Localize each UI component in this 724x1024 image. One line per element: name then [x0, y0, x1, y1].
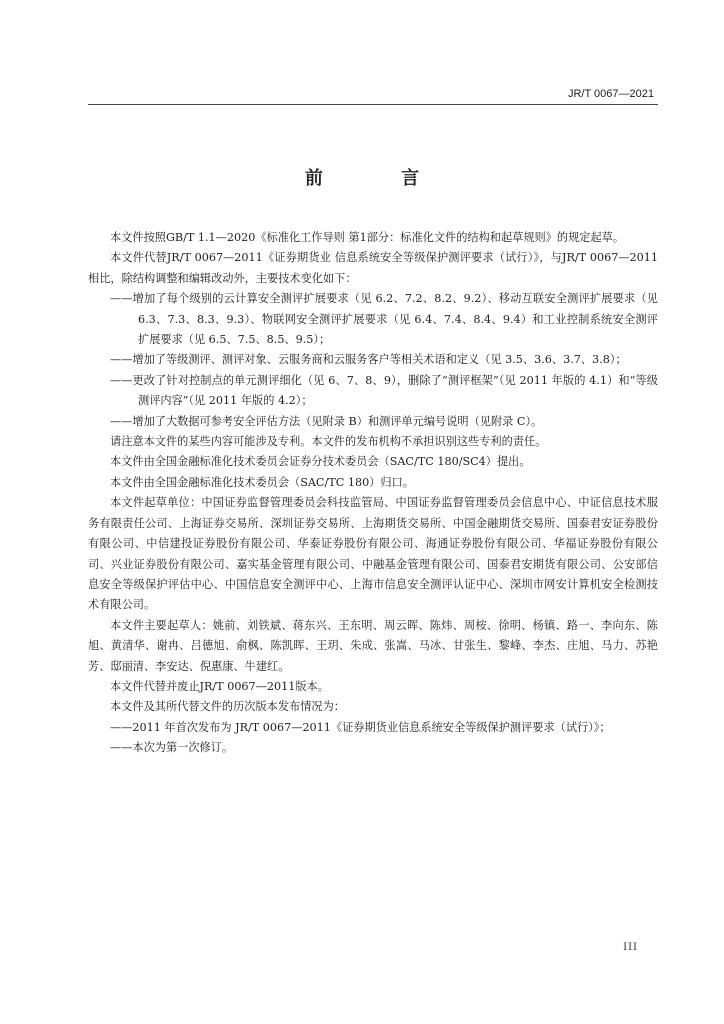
paragraph-administered-by: 本文件由全国金融标准化技术委员会（SAC/TC 180）归口。 [110, 475, 414, 489]
paragraph-history-intro: 本文件及其所代替文件的历次版本发布情况为： [110, 700, 345, 714]
paragraph-drafters: 本文件主要起草人：姚前、刘铁斌、蒋东兴、王东明、周云晖、陈炜、周桉、徐明、杨镇、路一、李向东、陈旭、黄清华、谢冉、吕德旭、俞枫、陈凯晖、王玥、朱成、张嵩、马冰、甘张生、黎峰、李杰、庄旭、马力、苏艳芳、邸丽清、李安达、倪惠康、牛建红。 [88, 618, 658, 673]
change-item: ——增加了大数据可参考安全评估方法（见附录 B）和测评单元编号说明（见附录 C）。 [110, 414, 543, 428]
paragraph-proposed-by: 本文件由全国金融标准化技术委员会证券分技术委员会（SAC/TC 180/SC4）提出。 [110, 455, 531, 469]
change-item: ——增加了每个级别的云计算安全测评扩展要求（见 6.2、7.2、8.2、9.2）、移动互联安全测评扩展要求（见 6.3、7.3、8.3、9.3）、物联网安全测评扩展要求（见 6.4、7.4、8.4、9.4）和工业控制系统安全测评扩展要求（见 6.5、7.5、8.5、9.5）； [110, 292, 658, 347]
paragraph-drafting-rules: 本文件按照GB/T 1.1—2020《标准化工作导则 第1部分：标准化文件的结构和起草规则》的规定起草。 [110, 231, 625, 244]
paragraph-replacement: 本文件代替JR/T 0067—2011《证券期货业 信息系统安全等级保护测评要求（试行）》，与JR/T 0067—2011相比，除结构调整和编辑改动外，主要技术变化如下： [88, 251, 658, 285]
document-code: JR/T 0067—2021 [567, 88, 654, 100]
paragraph-patent-notice: 请注意本文件的某些内容可能涉及专利。本文件的发布机构不承担识别这些专利的责任。 [110, 435, 547, 449]
paragraph-supersedes: 本文件代替并废止JR/T 0067—2011版本。 [110, 679, 329, 693]
foreword-body [88, 228, 658, 759]
page-title: 前 言 [304, 168, 456, 189]
change-item: ——更改了针对控制点的单元测评细化（见 6、7、8、9），删除了“测评框架”（见 2011 年版的 4.1）和“等级测评内容”（见 2011 年版的 4.2）； [110, 373, 658, 408]
paragraph-drafting-units: 本文件起草单位：中国证券监督管理委员会科技监管局、中国证券监督管理委员会信息中心、中证信息技术服务有限责任公司、上海证券交易所、深圳证券交易所、上海期货交易所、中国金融期货交易所、国泰君安证券股份有限公司、中信建投证券股份有限公司、华泰证券股份有限公司、海通证券股份有限公司、华福证券股份有限公司、兴业证券股份有限公司、嘉实基金管理有限公司、中融基金管理有限公司、国泰君安期货有限公司、公安部信息安全等级保护评估中心、中国信息安全测评中心、上海市信息安全测评认证中心、深圳市网安计算机安全检测技术有限公司。 [88, 496, 658, 612]
history-item: ——2011 年首次发布为 JR/T 0067—2011《证券期货业信息系统安全等级保护测评要求（试行）》； [110, 720, 611, 734]
header-rule [88, 104, 658, 105]
change-item: ——增加了等级测评、测评对象、云服务商和云服务客户等相关术语和定义（见 3.5、3.6、3.7、3.8）； [110, 353, 627, 367]
history-item: ——本次为第一次修订。 [110, 741, 234, 755]
page-number: III [623, 942, 638, 953]
